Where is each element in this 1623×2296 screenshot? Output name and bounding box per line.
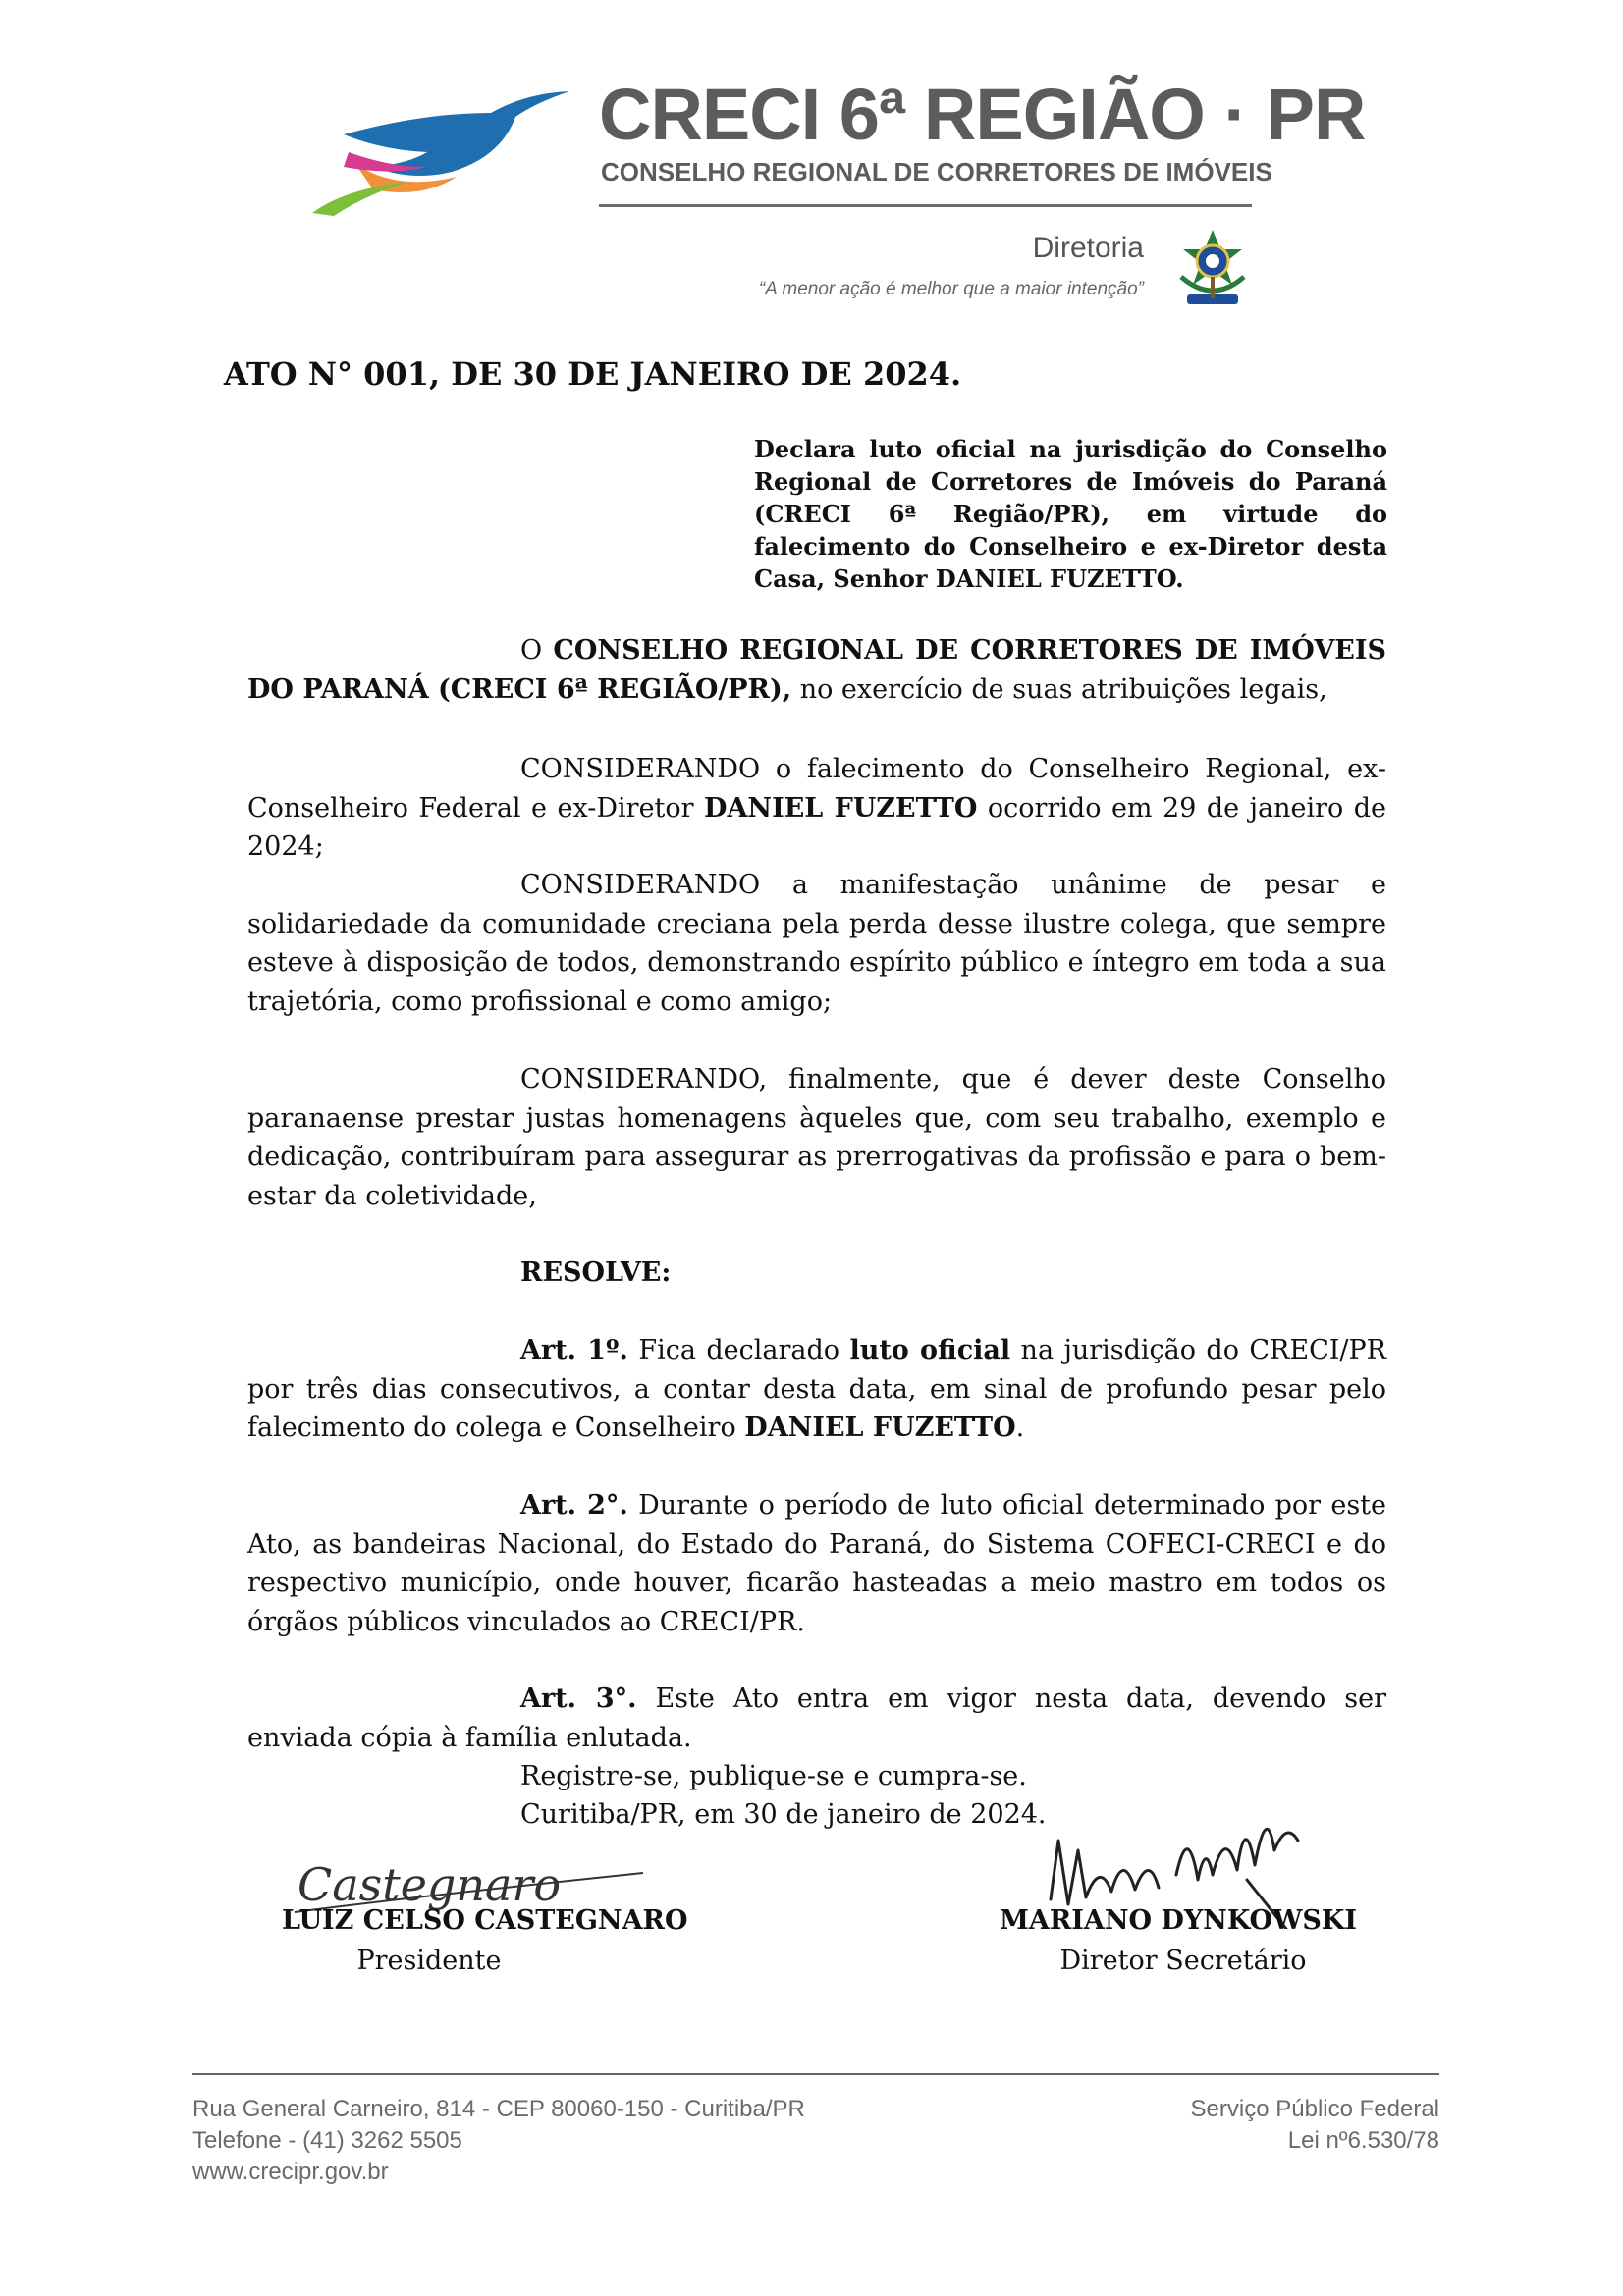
secretary-name: MARIANO DYNKOWSKI xyxy=(1000,1905,1357,1936)
footer-contact xyxy=(192,2094,805,2188)
deceased-name: DANIEL FUZETTO xyxy=(704,792,978,824)
resolve-heading: RESOLVE: xyxy=(520,1257,672,1288)
coat-of-arms-icon xyxy=(1173,228,1252,311)
motto-text: “A menor ação é melhor que a maior intenção” xyxy=(758,279,1144,299)
document-ementa: Declara luto oficial na jurisdição do Conselho Regional de Corretores de Imóveis do Paraná (CRECI 6ª Região/PR), em virtude do falecimento do Conselheiro e ex-Diretor desta Casa, Senhor DANIEL FUZETTO. xyxy=(754,435,1387,593)
article-1: Art. 1º. Fica declarado luto oficial na jurisdição do CRECI/PR por três dias consecutivos, a contar desta data, em sinal de profundo pesar pelo falecimento do colega e Conselheiro DANIEL FUZETTO. xyxy=(247,1335,1386,1443)
considerando-3: CONSIDERANDO, finalmente, que é dever deste Conselho paranaense prestar justas homenagens àqueles que, com seu trabalho, exemplo e dedicação, contribuíram para assegurar as prerrogativas da profissão e para o bem-estar da coletividade, xyxy=(247,1064,1386,1211)
brand-subtitle: CONSELHO REGIONAL DE CORRETORES DE IMÓVEIS xyxy=(601,157,1272,187)
article-2: Art. 2°. Durante o período de luto oficial determinado por este Ato, as bandeiras Nacional, do Estado do Paraná, do Sistema COFECI-CRECI e do respectivo município, onde houver, ficarão hasteadas a meio mastro em todos os órgãos públicos vinculados ao CRECI/PR. xyxy=(247,1490,1386,1637)
footer-divider xyxy=(192,2073,1439,2075)
footer-phone: Telefone - (41) 3262 5505 xyxy=(192,2127,462,2154)
article-1-label: Art. 1º. xyxy=(520,1335,628,1365)
footer-address: Rua General Carneiro, 814 - CEP 80060-150 - Curitiba/PR xyxy=(192,2096,805,2122)
svg-text:Castegnaro: Castegnaro xyxy=(298,1858,562,1911)
place-and-date: Curitiba/PR, em 30 de janeiro de 2024. xyxy=(520,1799,1047,1830)
article-3: Art. 3°. Este Ato entra em vigor nesta data, devendo ser enviada cópia à família enlutada. xyxy=(247,1683,1386,1753)
footer-law: Lei nº6.530/78 xyxy=(1287,2127,1439,2154)
footer-service: Serviço Público Federal xyxy=(1190,2096,1439,2122)
article-3-label: Art. 3°. xyxy=(520,1683,637,1714)
secretary-role: Diretor Secretário xyxy=(1059,1946,1307,1976)
department-label: Diretoria xyxy=(1032,232,1144,264)
president-name: LUIZ CELSO CASTEGNARO xyxy=(282,1905,688,1936)
document-title: ATO N° 001, DE 30 DE JANEIRO DE 2024. xyxy=(223,355,962,393)
council-name: CONSELHO REGIONAL DE CORRETORES DE IMÓVEIS DO PARANÁ (CRECI 6ª REGIÃO/PR), xyxy=(247,635,1387,705)
preamble-paragraph: O CONSELHO REGIONAL DE CORRETORES DE IMÓVEIS DO PARANÁ (CRECI 6ª REGIÃO/PR), no exercício de suas atribuições legais, xyxy=(247,635,1387,705)
brand-title: CRECI 6ª REGIÃO · PR xyxy=(599,74,1366,155)
footer-website: www.crecipr.gov.br xyxy=(192,2159,389,2185)
president-role: Presidente xyxy=(356,1946,502,1976)
closing-formula: Registre-se, publique-se e cumpra-se. xyxy=(520,1761,1027,1791)
footer-legal xyxy=(1191,2094,1439,2157)
article-2-label: Art. 2°. xyxy=(520,1490,628,1521)
considerando-2: CONSIDERANDO a manifestação unânime de pesar e solidariedade da comunidade creciana pela perda desse ilustre colega, que sempre esteve à disposição de todos, demonstrando espírito público e íntegro em toda a sua trajetória, como profissional e como amigo; xyxy=(247,870,1386,1017)
header-divider xyxy=(599,204,1252,207)
considerando-1: CONSIDERANDO o falecimento do Conselheiro Regional, ex-Conselheiro Federal e ex-Diretor DANIEL FUZETTO ocorrido em 29 de janeiro de 2024; xyxy=(247,754,1386,862)
hummingbird-logo-icon xyxy=(304,74,579,221)
